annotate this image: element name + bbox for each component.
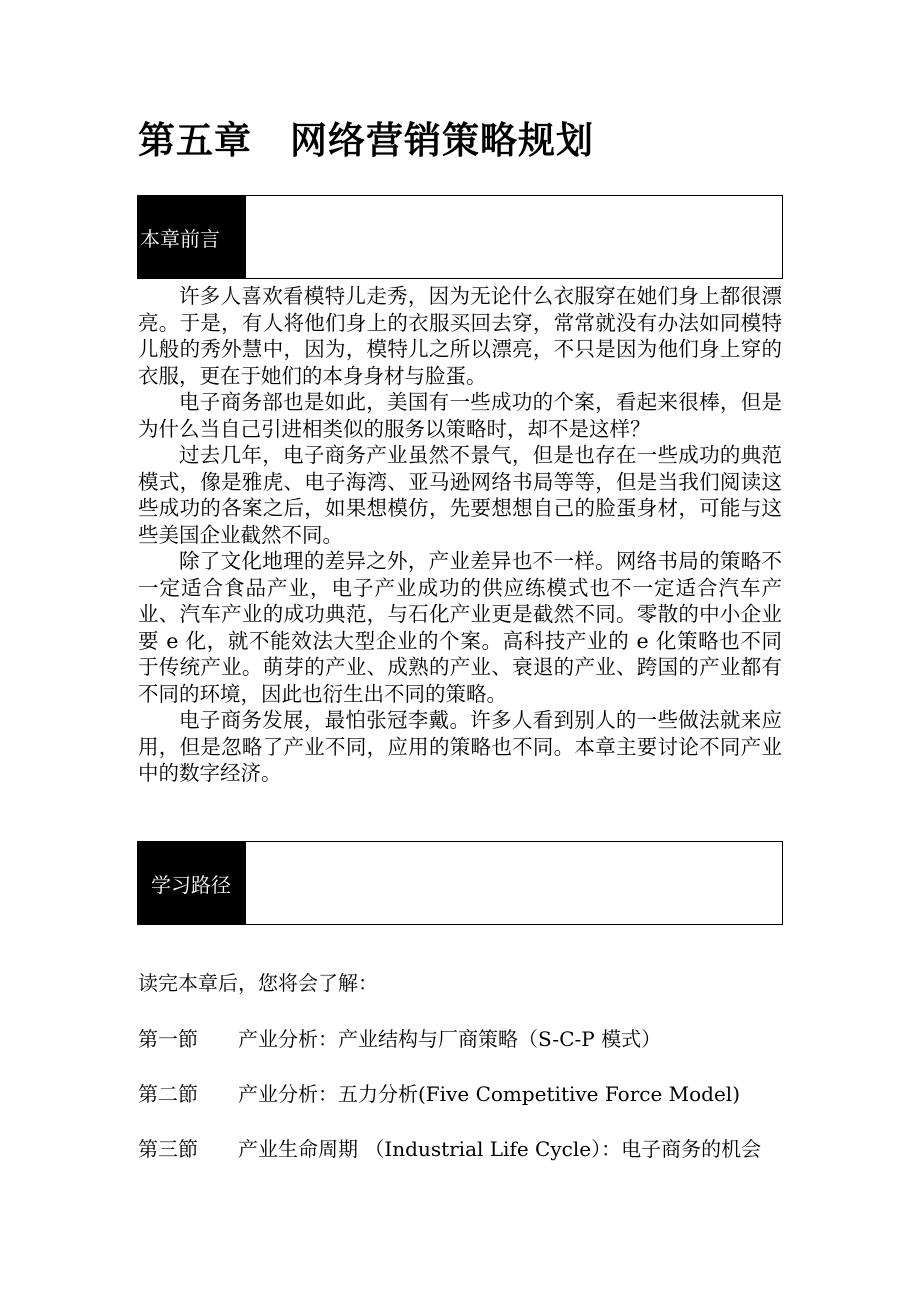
- preface-paragraph: 过去几年，电子商务产业虽然不景气，但是也存在一些成功的典范模式，像是雅虎、电子海湾、亚马逊网络书局等等，但是当我们阅读这些成功的各案之后，如果想模仿，先要想想自己的脸蛋身材，可能与这些美国企业截然不同。: [138, 443, 782, 547]
- toc-section-title: 产业生命周期 （Industrial Life Cycle）：电子商务的机会: [238, 1137, 762, 1161]
- toc-section-title: 产业分析：产业结构与厂商策略（S-C-P 模式）: [238, 1027, 662, 1051]
- toc-section-number: 第二節: [138, 1082, 198, 1106]
- toc-item: [138, 1134, 761, 1164]
- preface-paragraph: 电子商务发展，最怕张冠李戴。许多人看到别人的一些做法就来应用，但是忽略了产业不同，应用的策略也不同。本章主要讨论不同产业中的数字经济。: [138, 708, 782, 785]
- preface-header-blank: [246, 196, 782, 278]
- learning-path-header-blank: [246, 842, 782, 924]
- preface-paragraph: 许多人喜欢看模特儿走秀，因为无论什么衣服穿在她们身上都很漂亮。于是，有人将他们身上的衣服买回去穿，常常就没有办法如同模特儿般的秀外慧中，因为，模特儿之所以漂亮，不只是因为他们身上穿的衣服，更在于她们的本身身材与脸蛋。: [138, 284, 782, 388]
- toc-section-number: 第一節: [138, 1027, 198, 1051]
- learning-path-header-box: [137, 841, 783, 925]
- toc-item: [138, 1024, 661, 1054]
- preface-label: 本章前言: [138, 196, 246, 278]
- preface-header-box: [137, 195, 783, 279]
- chapter-title: 第五章 网络营销策略规划: [138, 118, 594, 162]
- toc-section-number: 第三節: [138, 1137, 198, 1161]
- toc-section-title: 产业分析：五力分析(Five Competitive Force Model): [238, 1082, 741, 1106]
- learning-path-label: 学习路径: [138, 842, 246, 924]
- learning-path-intro: 读完本章后，您将会了解：: [138, 971, 378, 995]
- toc-item: [138, 1079, 740, 1109]
- preface-paragraph: 电子商务部也是如此，美国有一些成功的个案，看起来很棒，但是为什么当自己引进相类似的服务以策略时，却不是这样？: [138, 390, 782, 441]
- preface-paragraph: 除了文化地理的差异之外，产业差异也不一样。网络书局的策略不一定适合食品产业，电子产业成功的供应练模式也不一定适合汽车产业、汽车产业的成功典范，与石化产业更是截然不同。零散的中小企业要 e 化，就不能效法大型企业的个案。高科技产业的 e 化策略也不同于传统产业。萌芽的产业、成熟的产业、衰退的产业、跨国的产业都有不同的环境，因此也衍生出不同的策略。: [138, 549, 782, 706]
- preface-text: [138, 283, 782, 787]
